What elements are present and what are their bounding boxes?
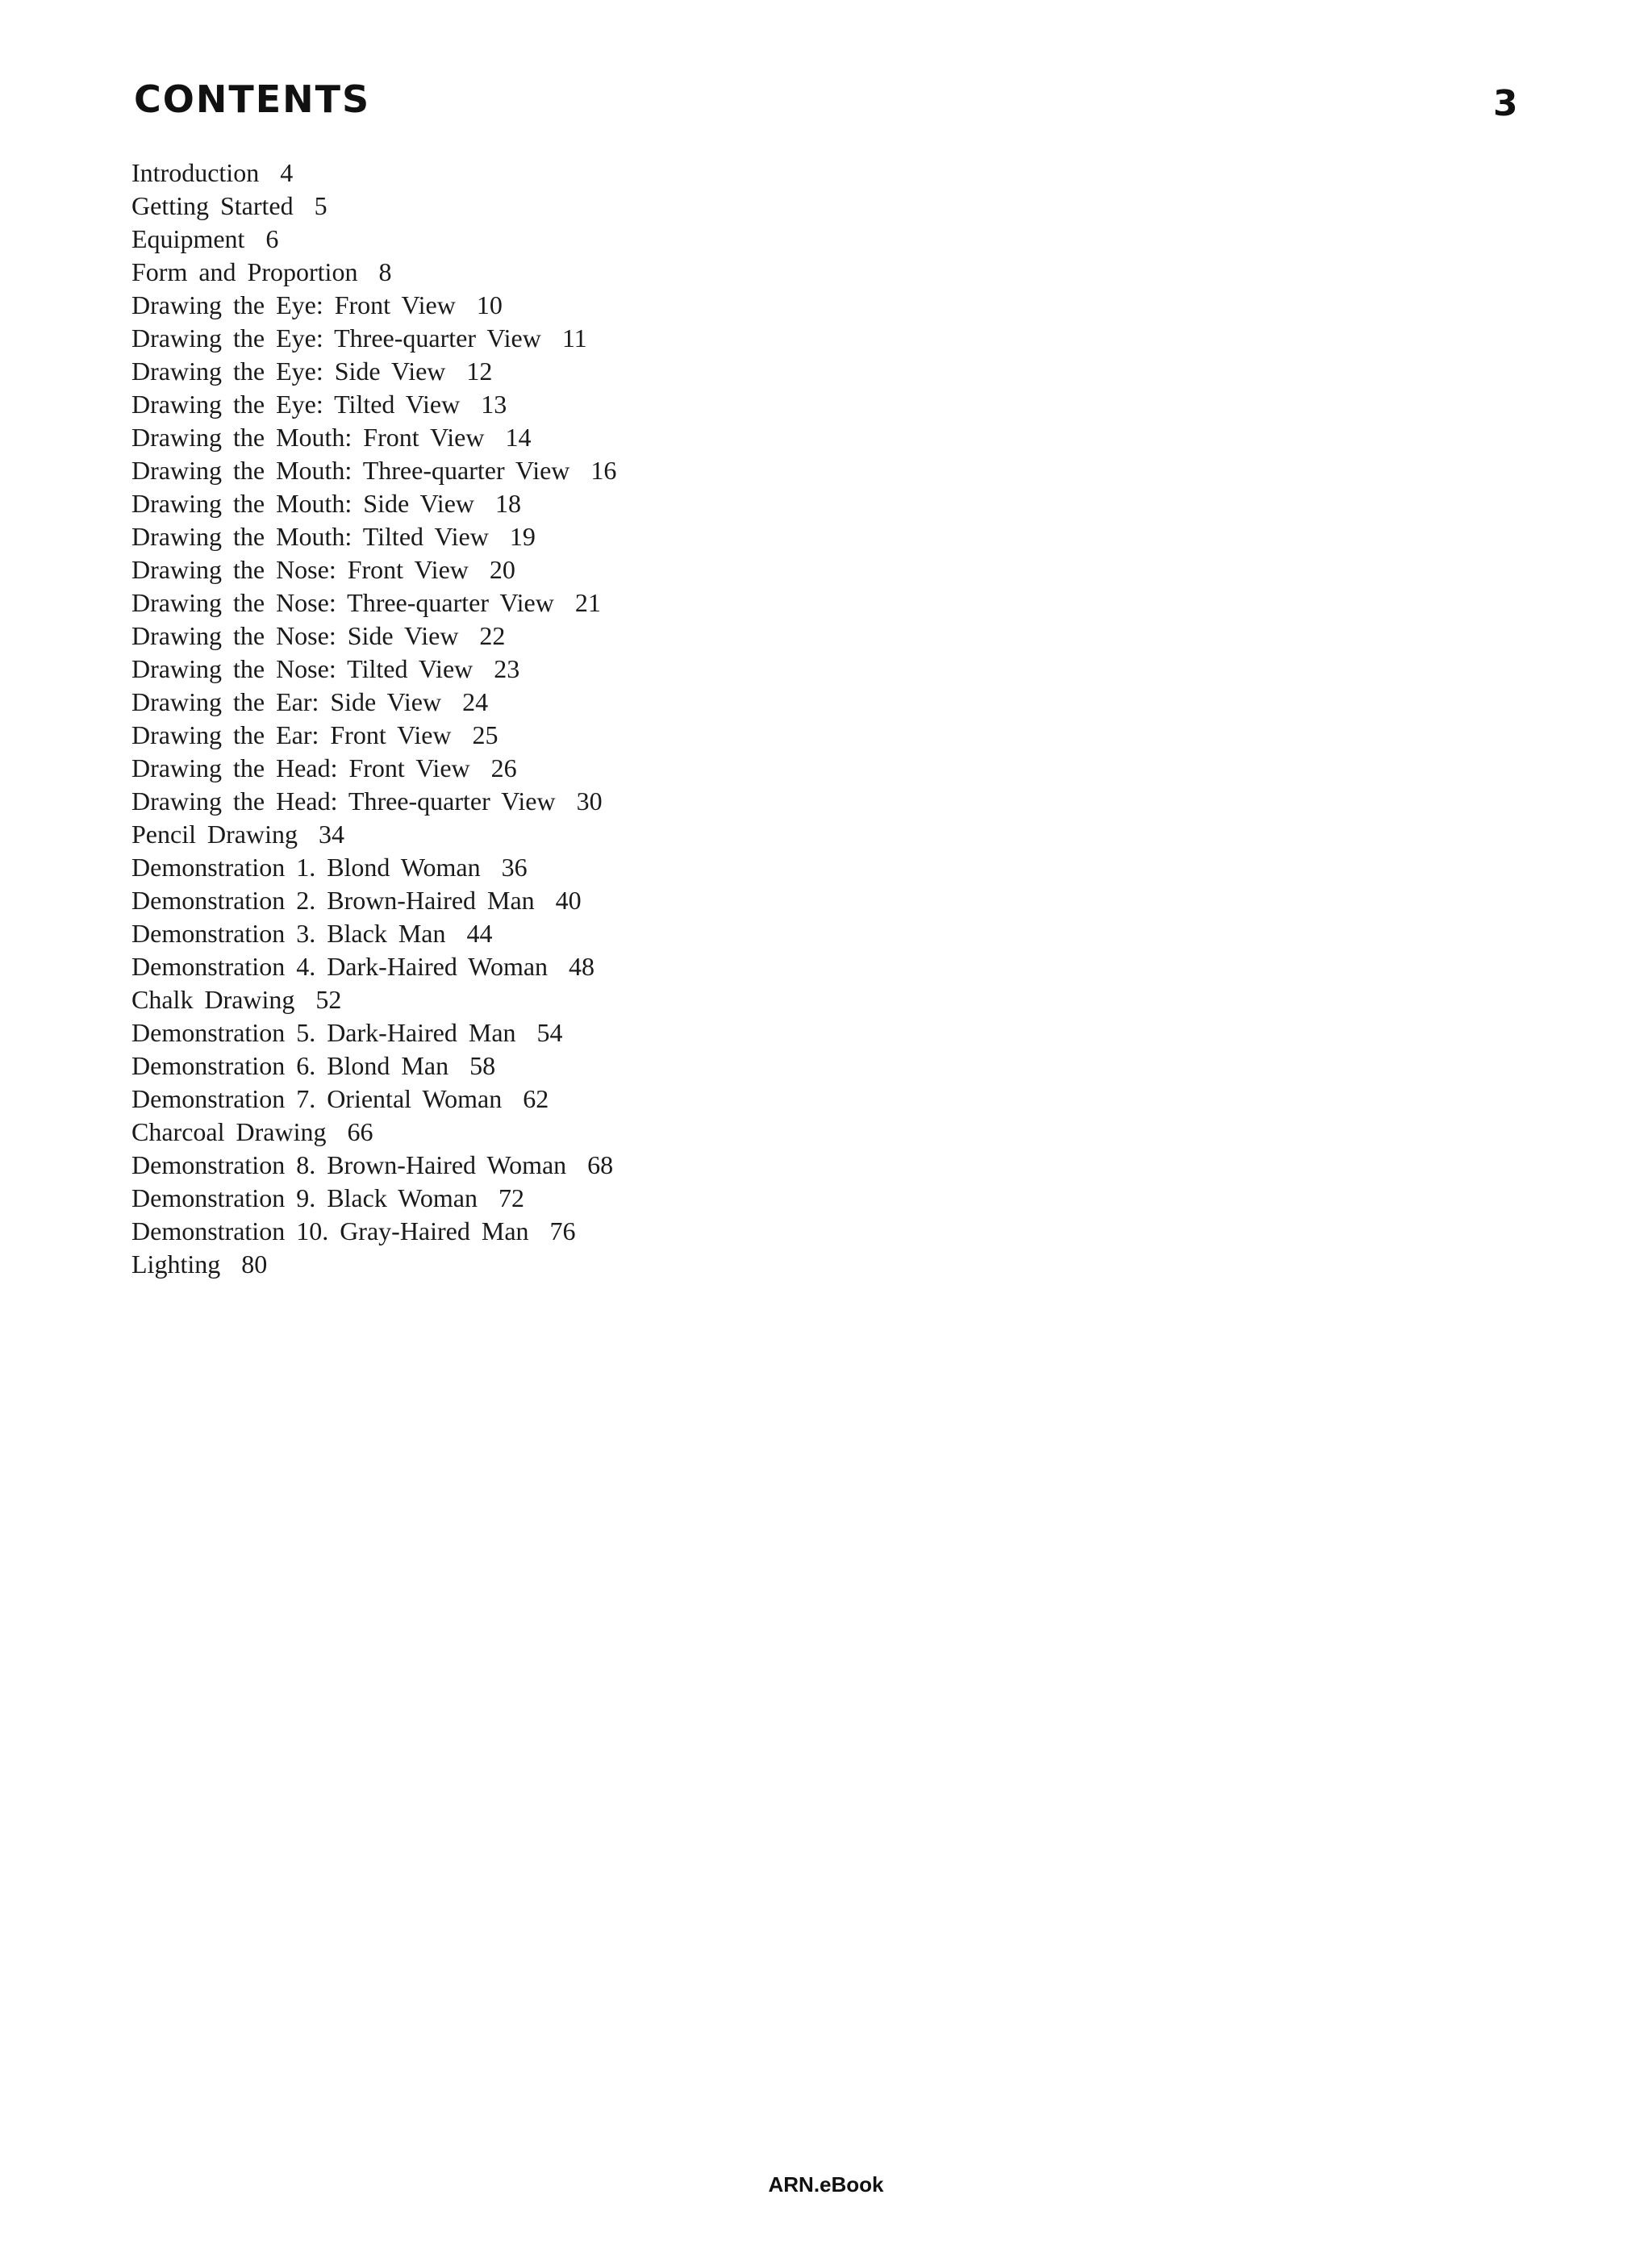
toc-entry-title: Equipment [131, 224, 245, 253]
toc-entry-title: Drawing the Mouth: Tilted View [131, 522, 489, 551]
toc-entry-page: 80 [241, 1250, 268, 1279]
toc-entry-page: 21 [574, 588, 601, 617]
toc-entry-page: 44 [466, 919, 493, 948]
toc-entry-title: Form and Proportion [131, 257, 358, 286]
toc-entry-page: 5 [314, 191, 327, 220]
toc-entry-page: 16 [590, 456, 617, 485]
toc-entry-title: Demonstration 1. Blond Woman [131, 853, 481, 882]
toc-entry-page: 76 [549, 1216, 576, 1245]
toc-entry-title: Demonstration 8. Brown-Haired Woman [131, 1150, 567, 1179]
toc-entry-title: Demonstration 9. Black Woman [131, 1183, 478, 1212]
toc-entry-page: 58 [469, 1051, 496, 1080]
toc-entry-title: Drawing the Nose: Side View [131, 621, 459, 650]
toc-entry [131, 1083, 616, 1116]
toc-entry [131, 1049, 616, 1083]
toc-entry [131, 388, 616, 421]
toc-entry-title: Pencil Drawing [131, 820, 298, 849]
toc-entry-title: Demonstration 10. Gray-Haired Man [131, 1216, 529, 1245]
toc-entry-page: 68 [587, 1150, 614, 1179]
toc-entry-title: Demonstration 5. Dark-Haired Man [131, 1018, 516, 1047]
toc-entry-title: Demonstration 6. Blond Man [131, 1051, 449, 1080]
page-number: 3 [1493, 83, 1518, 124]
toc-entry-page: 12 [466, 357, 493, 386]
toc-entry-page: 19 [509, 522, 536, 551]
toc-entry-title: Drawing the Head: Front View [131, 753, 470, 782]
toc-entry-page: 14 [505, 423, 532, 452]
toc-entry [131, 223, 616, 256]
toc-entry-page: 13 [481, 390, 507, 419]
toc-entry-page: 30 [576, 786, 603, 816]
toc-entry [131, 653, 616, 686]
toc-entry-title: Drawing the Ear: Side View [131, 687, 442, 716]
toc-entry-page: 40 [555, 886, 582, 915]
toc-entry [131, 487, 616, 520]
toc-entry [131, 421, 616, 454]
toc-entry [131, 983, 616, 1016]
toc-entry [131, 520, 616, 553]
toc-entry-page: 24 [462, 687, 489, 716]
toc-entry [131, 818, 616, 851]
toc-entry-title: Drawing the Mouth: Three-quarter View [131, 456, 570, 485]
toc-entry-title: Demonstration 7. Oriental Woman [131, 1084, 503, 1113]
toc-entry-title: Demonstration 4. Dark-Haired Woman [131, 952, 549, 981]
toc-entry-title: Charcoal Drawing [131, 1117, 327, 1146]
toc-entry [131, 256, 616, 289]
toc-entry-page: 4 [280, 158, 294, 187]
toc-entry [131, 289, 616, 322]
toc-entry-page: 66 [347, 1117, 373, 1146]
toc-entry-title: Drawing the Nose: Front View [131, 555, 469, 584]
toc-entry-title: Drawing the Head: Three-quarter View [131, 786, 556, 816]
toc-entry [131, 322, 616, 355]
toc-entry [131, 454, 616, 487]
toc-entry-page: 11 [561, 323, 587, 353]
toc-entry-page: 52 [315, 985, 342, 1014]
toc-entry-page: 54 [536, 1018, 563, 1047]
toc-entry-page: 8 [378, 257, 392, 286]
toc-entry-title: Drawing the Eye: Side View [131, 357, 446, 386]
toc-entry-title: Demonstration 3. Black Man [131, 919, 446, 948]
toc-entry-title: Drawing the Eye: Three-quarter View [131, 323, 541, 353]
toc-entry [131, 553, 616, 586]
toc-entry-title: Demonstration 2. Brown-Haired Man [131, 886, 535, 915]
toc-entry-page: 10 [476, 290, 503, 319]
toc-entry [131, 586, 616, 620]
toc-entry-page: 20 [489, 555, 515, 584]
toc-entry-title: Drawing the Ear: Front View [131, 720, 452, 749]
toc-entry-page: 34 [318, 820, 344, 849]
toc-entry [131, 1149, 616, 1182]
toc-entry [131, 1016, 616, 1049]
toc-entry-page: 22 [479, 621, 506, 650]
toc-entry-page: 25 [472, 720, 499, 749]
toc-entry-page: 18 [495, 489, 521, 518]
toc-entry [131, 917, 616, 950]
toc-entry-page: 23 [494, 654, 520, 683]
toc-entry-page: 62 [523, 1084, 549, 1113]
toc-entry-title: Drawing the Eye: Tilted View [131, 390, 461, 419]
toc-entry-title: Getting Started [131, 191, 294, 220]
footer-watermark: ARN.eBook [768, 2172, 884, 2197]
toc-entry-page: 26 [490, 753, 517, 782]
toc-entry [131, 156, 616, 190]
table-of-contents [131, 156, 616, 1281]
toc-entry-title: Drawing the Nose: Tilted View [131, 654, 473, 683]
toc-entry-page: 48 [569, 952, 595, 981]
toc-entry-title: Chalk Drawing [131, 985, 295, 1014]
toc-entry-title: Drawing the Mouth: Front View [131, 423, 485, 452]
toc-entry-title: Drawing the Nose: Three-quarter View [131, 588, 554, 617]
toc-entry [131, 851, 616, 884]
toc-entry-page: 6 [265, 224, 279, 253]
toc-entry [131, 1215, 616, 1248]
toc-entry [131, 752, 616, 785]
toc-entry [131, 1248, 616, 1281]
toc-entry-title: Drawing the Mouth: Side View [131, 489, 474, 518]
page-title: CONTENTS [134, 77, 371, 121]
toc-entry [131, 950, 616, 983]
toc-entry [131, 884, 616, 917]
toc-entry-title: Introduction [131, 158, 260, 187]
toc-entry [131, 785, 616, 818]
toc-entry [131, 620, 616, 653]
toc-entry [131, 1182, 616, 1215]
toc-entry-page: 36 [501, 853, 528, 882]
toc-entry [131, 1116, 616, 1149]
toc-entry [131, 190, 616, 223]
toc-entry [131, 686, 616, 719]
toc-entry [131, 355, 616, 388]
toc-entry [131, 719, 616, 752]
toc-entry-title: Drawing the Eye: Front View [131, 290, 456, 319]
toc-entry-page: 72 [498, 1183, 524, 1212]
toc-entry-title: Lighting [131, 1250, 221, 1279]
